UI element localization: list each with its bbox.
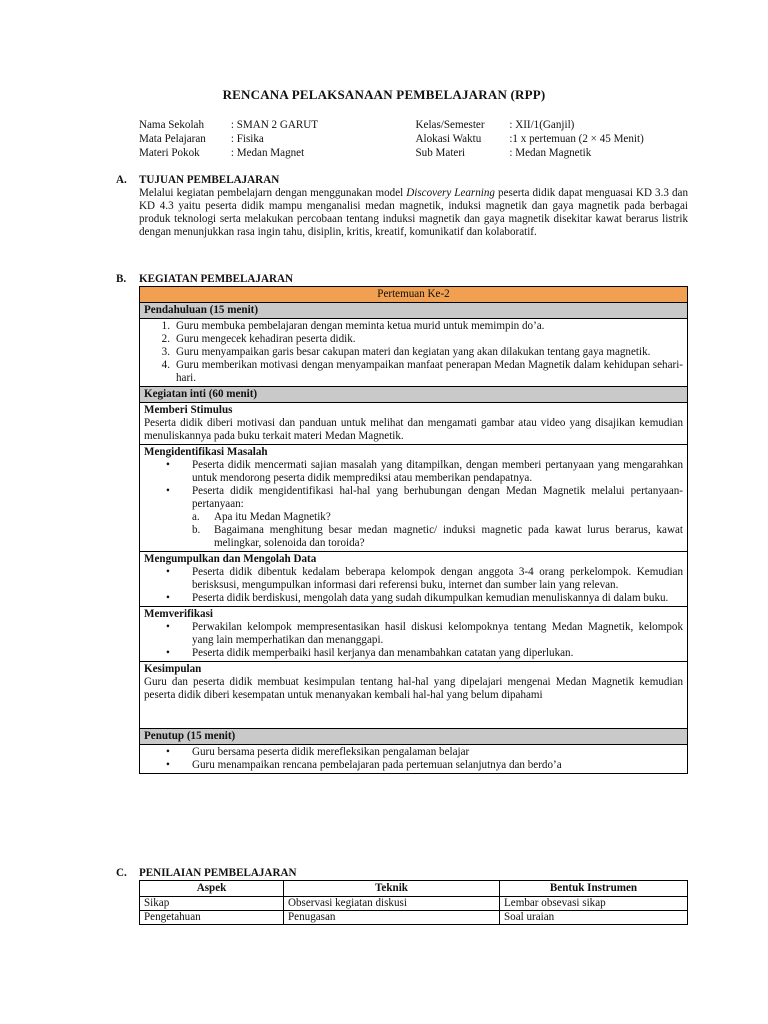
list-item <box>144 320 683 333</box>
conclusion-heading: Kesimpulan <box>144 663 202 675</box>
item-text: Peserta didik dibentuk kedalam beberapa kelompok dengan anggota 3-4 orang perkelompok. Kemudian berisksusi, mengumpulkan informasi dari referensi buku, internet dan sumber lain yang relevan. <box>192 566 683 591</box>
activities-table <box>139 286 688 774</box>
bullet-icon: • <box>166 592 170 604</box>
item-text: Guru menyampaikan garis besar cakupan materi dan kegiatan yang akan dilakukan tentang gaya magnetik. <box>176 346 651 358</box>
column-header: Teknik <box>284 881 500 897</box>
item-number: 2. <box>161 333 170 345</box>
section-b <box>116 273 688 774</box>
subtopic-value: : Medan Magnetik <box>509 147 592 159</box>
identity-row <box>139 133 699 147</box>
time-label: Alokasi Waktu <box>415 133 482 145</box>
section-a-heading <box>116 174 688 187</box>
assessment-table <box>139 880 688 925</box>
objective-text: Melalui kegiatan pembelajarn dengan menggunakan model <box>139 187 407 199</box>
item-text: Guru bersama peserta didik merefleksikan pengalaman belajar <box>192 746 470 758</box>
meeting-header: Pertemuan Ke-2 <box>140 287 688 303</box>
sub-item <box>192 511 683 524</box>
item-text: Peserta didik berdiskusi, mengolah data yang sudah dikumpulkan kemudian menuliskannya di dalam buku. <box>192 592 669 604</box>
conclusion-text: Guru dan peserta didik membuat kesimpulan tentang hal-hal yang dipelajari mengenai Medan Magnetik kemudian peserta didik diberi kesempatan untuk menanyakan kembali hal-hal yang belum dipahami <box>144 676 683 701</box>
closing-list <box>140 745 688 774</box>
table-cell: Soal uraian <box>500 911 688 925</box>
sub-item <box>192 524 683 550</box>
column-header: Bentuk Instrumen <box>500 881 688 897</box>
intro-header: Pendahuluan (15 menit) <box>140 303 688 319</box>
section-title: KEGIATAN PEMBELAJARAN <box>139 273 293 285</box>
identity-block <box>139 119 699 161</box>
subject-value: : Fisika <box>230 133 264 145</box>
item-letter: a. <box>192 511 200 523</box>
item-text: Guru mengecek kehadiran peserta didik. <box>176 333 356 345</box>
item-text: Perwakilan kelompok mempresentasikan hasil diskusi kelompoknya tentang Medan Magnetik, kelompok yang lain memperhatikan dan menanggapi. <box>192 621 683 646</box>
table-cell: Sikap <box>140 897 284 911</box>
item-text: Peserta didik mencermati sajian masalah yang ditampilkan, dengan memberi pertanyaan yang mengarahkan untuk mendorong peserta didik memprediksi atau memberikan pendapatnya. <box>192 459 683 484</box>
section-c <box>116 867 688 925</box>
identify-cell <box>140 445 688 552</box>
item-text: Peserta didik mengidentifikasi hal-hal yang berhubungan dengan Medan Magnetik melalui pertanyaan-pertanyaan: <box>192 485 683 510</box>
intro-list <box>140 319 688 387</box>
list-item <box>144 592 683 605</box>
school-value: : SMAN 2 GARUT <box>230 119 319 131</box>
column-header: Aspek <box>140 881 284 897</box>
bullet-icon: • <box>166 459 170 471</box>
verify-cell <box>140 607 688 662</box>
section-title: TUJUAN PEMBELAJARAN <box>139 174 280 186</box>
stimulus-cell <box>140 403 688 445</box>
item-text: Peserta didik memperbaiki hasil kerjanya dan menambahkan catatan yang diperlukan. <box>192 647 574 659</box>
closing-header: Penutup (15 menit) <box>140 729 688 745</box>
class-label: Kelas/Semester <box>415 119 485 131</box>
section-title: PENILAIAN PEMBELAJARAN <box>139 867 297 879</box>
identify-heading: Mengidentifikasi Masalah <box>144 446 268 458</box>
subtopic-label: Sub Materi <box>415 147 466 159</box>
collect-heading: Mengumpulkan dan Mengolah Data <box>144 553 317 565</box>
conclusion-cell <box>140 662 688 729</box>
list-item <box>144 359 683 385</box>
subject-label: Mata Pelajaran <box>139 133 206 145</box>
verify-heading: Memverifikasi <box>144 608 214 620</box>
item-number: 1. <box>161 320 170 332</box>
table-cell: Observasi kegiatan diskusi <box>284 897 500 911</box>
bullet-icon: • <box>166 759 170 771</box>
identity-row <box>139 147 699 161</box>
stimulus-heading: Memberi Stimulus <box>144 404 233 416</box>
time-value: :1 x pertemuan (2 × 45 Menit) <box>509 133 644 145</box>
topic-label: Materi Pokok <box>139 147 200 159</box>
bullet-icon: • <box>166 566 170 578</box>
list-item <box>144 333 683 346</box>
item-text: Apa itu Medan Magnetik? <box>214 511 331 523</box>
list-item <box>144 746 683 759</box>
table-row <box>140 911 688 925</box>
objective-text: peserta didik dapat menguasai KD 3.3 dan KD 4.3 yaitu peserta didik mampu menganalisi medan magnetik, induksi magnetik dan gaya magnetik pada berbagai produk teknologi serta melakukan percobaan tentang induksi magnetik dan gaya magnetik disekitar kawat berarus listrik dengan menunjukkan rasa ingin tahu, disiplin, kritis, kreatif, komunikatif dan kolaboratif. <box>139 187 688 238</box>
bullet-icon: • <box>166 647 170 659</box>
list-item <box>144 647 683 660</box>
table-cell: Penugasan <box>284 911 500 925</box>
table-cell: Lembar obsevasi sikap <box>500 897 688 911</box>
section-letter: B. <box>116 273 127 285</box>
table-cell: Pengetahuan <box>140 911 284 925</box>
section-c-heading <box>116 867 688 880</box>
list-item <box>144 759 683 772</box>
bullet-icon: • <box>166 621 170 633</box>
table-row <box>140 897 688 911</box>
section-letter: A. <box>116 174 127 186</box>
item-text: Bagaimana menghitung besar medan magnetic/ induksi magnetic pada kawat lurus berarus, kawat melingkar, solenoida dan toroida? <box>214 524 683 549</box>
list-item <box>144 566 683 592</box>
item-letter: b. <box>192 524 201 536</box>
collect-cell <box>140 552 688 607</box>
item-number: 3. <box>161 346 170 358</box>
core-header: Kegiatan inti (60 menit) <box>140 387 688 403</box>
item-text: Guru memberikan motivasi dengan menyampaikan manfaat penerapan Medan Magnetik dalam kehidupan sehari-hari. <box>176 359 683 384</box>
school-label: Nama Sekolah <box>139 119 205 131</box>
list-item <box>144 621 683 647</box>
class-value: : XII/1(Ganjil) <box>509 119 575 131</box>
item-text: Guru membuka pembelajaran dengan meminta ketua murid untuk memimpin do’a. <box>176 320 545 332</box>
objective-model: Discovery Learning <box>406 187 495 199</box>
table-header-row <box>140 881 688 897</box>
document-title: RENCANA PELAKSANAAN PEMBELAJARAN (RPP) <box>222 87 546 102</box>
identity-row <box>139 119 699 133</box>
item-text: Guru menampaikan rencana pembelajaran pada pertemuan selanjutnya dan berdo’a <box>192 759 562 771</box>
list-item <box>144 459 683 485</box>
list-item <box>144 485 683 511</box>
bullet-icon: • <box>166 485 170 497</box>
section-b-heading <box>116 273 688 286</box>
topic-value: : Medan Magnet <box>230 147 305 159</box>
stimulus-text: Peserta didik diberi motivasi dan panduan untuk melihat dan mengamati gambar atau video yang disajikan kemudian menuliskannya pada buku terkait materi Medan Magnetik. <box>144 417 683 442</box>
section-letter: C. <box>116 867 127 879</box>
objective-paragraph <box>139 187 688 239</box>
item-number: 4. <box>161 359 170 371</box>
section-a <box>116 174 688 239</box>
bullet-icon: • <box>166 746 170 758</box>
list-item <box>144 346 683 359</box>
